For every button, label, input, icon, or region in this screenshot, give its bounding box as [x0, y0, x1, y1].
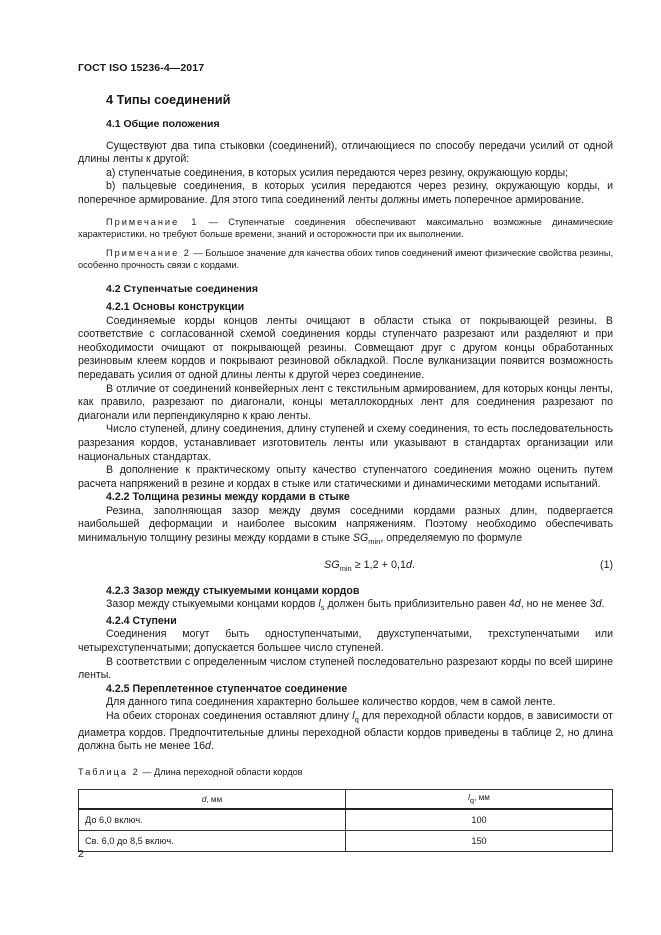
formula-expression: $SG_{min} \ge 1,2 + 0,1d$. [324, 558, 415, 573]
column-header-d: d, мм [79, 790, 346, 810]
paragraph: Число ступеней, длину соединения, длину ступеней и схему соединения, то есть последовательность разрезания кордов, устанавливает изготовитель ленты или указывают в стандартах организации или национальных стандартах. [78, 423, 613, 463]
paragraph: На обеих сторонах соединения оставляют длину $l_q$ для переходной области кордов, в зависимости от диаметра кордов. Предпочтительные длины переходной области кордов приведены в таблице 2, но длина должна быть не менее 16d. [78, 710, 613, 753]
table-caption-label: Таблица 2 [78, 766, 140, 777]
table-row [79, 809, 613, 831]
note-1-text: — Ступенчатые соединения обеспечивают максимально возможные динамические характеристики, но требуют больше времени, знаний и осторожности при их выполнении. [78, 216, 613, 239]
document-body [78, 92, 613, 852]
subsection-4-2-3-title: 4.2.3 Зазор между стыкуемыми концами кордов [106, 584, 360, 597]
table-caption [78, 766, 613, 780]
paragraph: В соответствии с определенным числом ступеней последовательно разрезают корды по всей ширине ленты. [78, 655, 613, 682]
note-2 [78, 247, 613, 271]
note-1 [78, 216, 613, 240]
cord-transition-table [78, 789, 613, 852]
table-header-row [79, 790, 613, 810]
formula-1 [78, 555, 613, 577]
subsection-4-2-title: 4.2 Ступенчатые соединения [106, 283, 258, 296]
page-number: 2 [78, 848, 84, 860]
cell-lq: 100 [346, 809, 613, 831]
paragraph: В дополнение к практическому опыту качество ступенчатого соединения можно оценить путем расчета напряжений в резине и кордах в стыке или статическими и динамическими методами испытаний. [78, 464, 613, 490]
subsection-4-2-1-title: 4.2.1 Основы конструкции [106, 300, 245, 313]
note-2-text: — Большое значение для качества обоих типов соединений имеют физические свойства резины, особенно прочность связи с кордами. [78, 247, 614, 271]
subsection-4-2-5-title: 4.2.5 Переплетенное ступенчатое соединение [106, 682, 348, 695]
table-row [79, 831, 613, 852]
column-header-lq: lq, мм [346, 790, 613, 810]
paragraph: Для данного типа соединения характерно большее количество кордов, чем в самой ленте. [106, 696, 556, 709]
list-item-a: а) ступенчатые соединения, в которых усилия передаются через резину, окружающую корды; [106, 166, 569, 179]
subsection-4-2-2-title: 4.2.2 Толщина резины между кордами в стыке [106, 491, 350, 504]
paragraph: Существуют два типа стыковки (соединений), отличающиеся по способу передачи усилий от одной длины ленты к другой: [78, 139, 613, 166]
subsection-4-2-4-title: 4.2.4 Ступени [106, 614, 177, 627]
paragraph: Соединяемые корды концов ленты очищают в области стыка от покрывающей резины. В соответствие с согласованной схемой соединения корды ступенчато разрезают или разделяют и при необходимости очищают от покрывающей резины. Совмещают друг с другом концы обработанных резиновым клеем кордов и покрывают резиновой обкладкой. После вулканизации появится возможность передавать усилия от одной длины ленты к другой через соединение. [78, 314, 613, 381]
section-title: 4 Типы соединений [106, 92, 231, 107]
table-caption-text: — Длина переходной области кордов [139, 766, 303, 777]
note-1-label: Примечание 1 [106, 216, 199, 227]
paragraph: Резина, заполняющая зазор между двумя соседними кордами разных длин, подвергается наибольшей деформации и наиболее высоким напряжениям. Поэтому необходимо обеспечивать минимальную толщину резины между кордами в стыке $SG_{min}$, определяемую по формуле [78, 504, 613, 547]
paragraph: Соединения могут быть одноступенчатыми, двухступенчатыми, трехступенчатыми или четырехступенчатыми; допускается большее число ступеней. [78, 628, 613, 655]
cell-d: Св. 6,0 до 8,5 включ. [79, 831, 346, 852]
paragraph: Зазор между стыкуемыми концами кордов $l_s$ должен быть приблизительно равен 4d, но не менее 3d. [106, 598, 605, 613]
list-item-b: b) пальцевые соединения, в которых усилия передаются через резину, окружающую корды, и поперечное армирование. Для этого типа соединений ленты должны иметь поперечное армирование. [78, 180, 613, 206]
cell-d: До 6,0 включ. [79, 809, 346, 831]
paragraph: В отличие от соединений конвейерных лент с текстильным армированием, для которых концы ленты, как правило, разрезают по диагонали, концы металлокордных лент для соединения разрезают по диагонали или перпендикулярно к краю ленты. [78, 382, 613, 422]
note-2-label: Примечание 2 [106, 247, 191, 258]
formula-number: (1) [600, 558, 613, 571]
cell-lq: 150 [346, 831, 613, 852]
subsection-4-1-title: 4.1 Общие положения [106, 118, 220, 130]
document-header: ГОСТ ISO 15236-4—2017 [78, 62, 205, 74]
